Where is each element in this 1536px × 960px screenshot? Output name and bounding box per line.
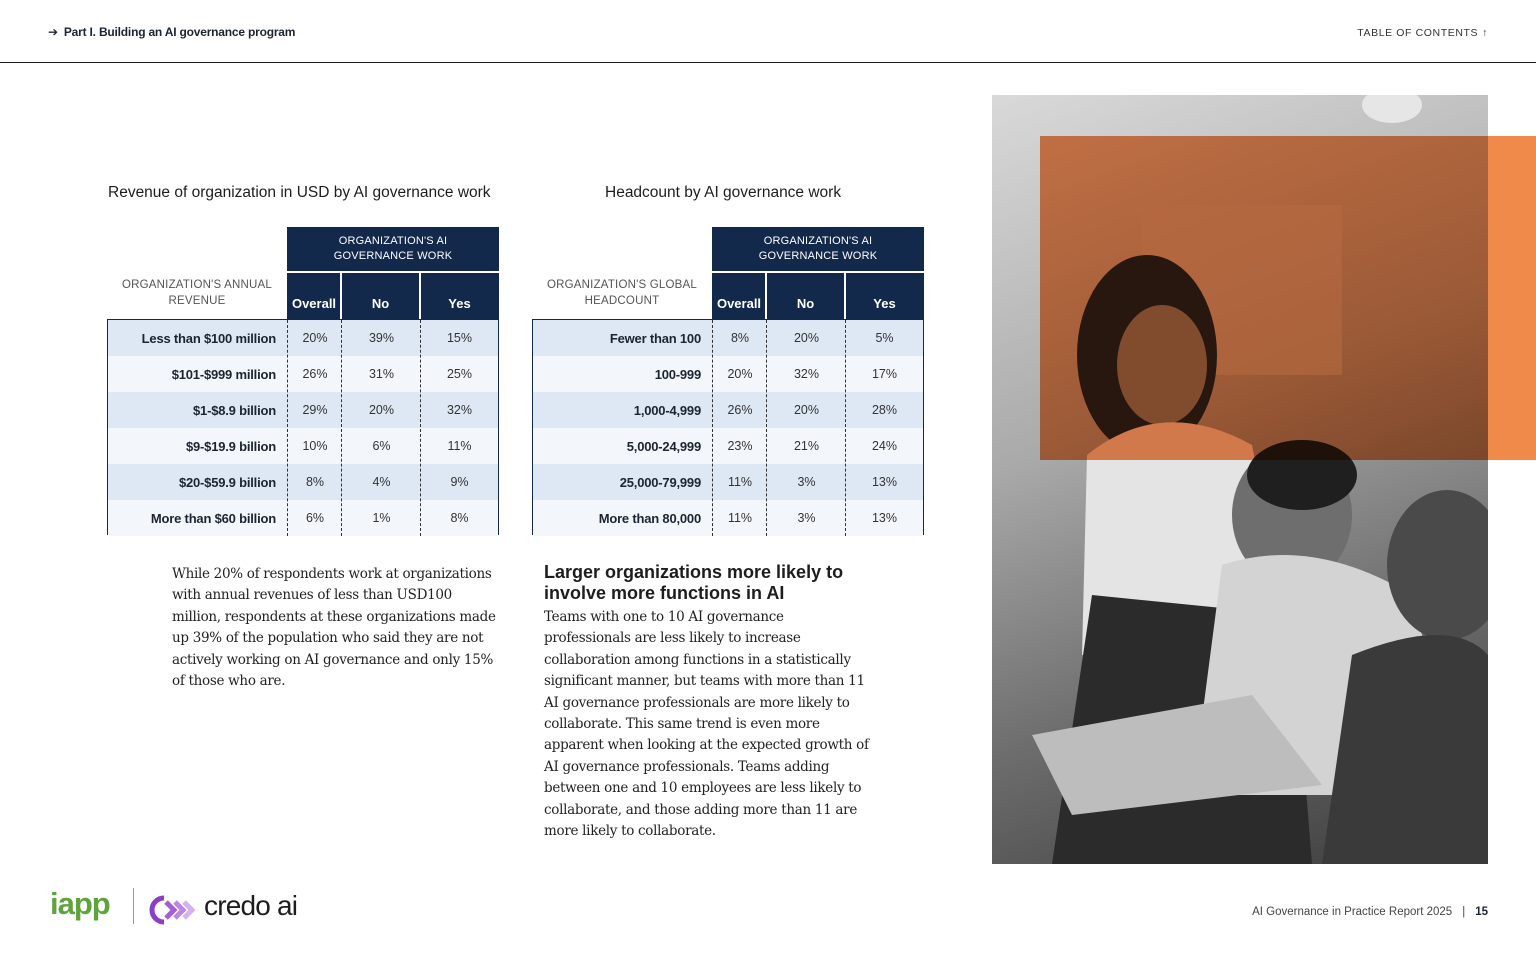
dashed-divider [766,320,767,536]
col-divider [419,273,421,319]
iapp-logo: iapp [50,886,110,921]
logo-divider [133,888,134,924]
headcount-col-overall: Overall [712,273,766,319]
row-label: 5,000-24,999 [626,439,701,454]
toc-label: TABLE OF CONTENTS [1357,27,1479,39]
cell-no: 20% [793,403,820,417]
breadcrumb-link[interactable] [48,25,295,39]
table-row [533,500,923,536]
cell-overall: 29% [302,403,328,417]
dashed-divider [845,320,846,536]
cell-overall: 11% [727,475,753,489]
dashed-divider [287,320,288,536]
cell-yes: 11% [447,439,472,453]
cell-overall: 26% [302,367,328,381]
cell-no: 20% [368,403,395,417]
headcount-group-header: ORGANIZATION'S AI GOVERNANCE WORK [712,227,924,273]
cell-overall: 23% [727,439,753,453]
cell-overall: 8% [730,331,750,345]
row-label: 25,000-79,999 [619,475,701,490]
section-heading: Larger organizations more likely to involve more functions in AI [544,562,844,603]
headcount-stub-header: ORGANIZATION'S GLOBAL HEADCOUNT [547,279,697,307]
table-row [108,464,498,500]
row-label: $20-$59.9 billion [178,475,276,490]
page-header [0,0,1536,63]
cell-no: 32% [793,367,820,381]
cell-no: 21% [793,439,820,453]
table-row [108,356,498,392]
revenue-col-yes: Yes [420,273,499,319]
cell-no: 3% [797,511,816,525]
col-divider [765,273,767,319]
breadcrumb-text: Part I. Building an AI governance program [63,25,296,39]
cell-overall: 8% [305,475,325,489]
revenue-stub-header: ORGANIZATION'S ANNUAL REVENUE [122,279,272,307]
report-title: AI Governance in Practice Report 2025 [1252,906,1453,918]
headcount-table-title: Headcount by AI governance work [605,184,842,201]
cell-overall: 6% [305,511,325,525]
table-row [533,356,923,392]
headcount-col-no: No [766,273,845,319]
row-label: $101-$999 million [171,367,276,382]
cell-no: 1% [372,511,391,525]
col-divider [844,273,846,319]
row-label: Less than $100 million [141,331,276,346]
dashed-divider [420,320,421,536]
revenue-col-overall: Overall [287,273,341,319]
cell-yes: 24% [871,439,898,453]
dashed-divider [341,320,342,536]
cell-overall: 20% [727,367,753,381]
cell-yes: 13% [871,511,898,525]
cell-overall: 26% [727,403,753,417]
cell-no: 39% [368,331,395,345]
cell-no: 3% [797,475,816,489]
section-body-paragraph: Teams with one to 10 AI governance professionals are less likely to increase collaboration among functions in a statistically significant manner, but teams with more than 11 AI governance professionals are more likely to collaborate. This same trend is even more apparent when looking at the expected growth of AI governance professionals. Teams adding between one and 10 employees are less likely to collaborate, and those adding more than 11 are more likely to collaborate. [544,609,869,840]
revenue-table-body [107,319,499,535]
cell-yes: 9% [450,475,469,489]
cell-overall: 11% [727,511,753,525]
table-row [533,320,923,356]
row-label: More than 80,000 [598,511,701,526]
footer-report-info [1252,906,1488,918]
table-row [108,320,498,356]
cell-no: 4% [372,475,391,489]
credo-ai-logo-mark [148,895,198,925]
table-row [108,500,498,536]
cell-yes: 25% [446,367,473,381]
cell-yes: 5% [875,331,894,345]
dashed-divider [712,320,713,536]
col-divider [340,273,342,319]
cell-no: 20% [793,331,820,345]
row-label: 1,000-4,999 [633,403,701,418]
revenue-table-title: Revenue of organization in USD by AI governance work [108,184,491,201]
orange-accent-overlay [1040,136,1536,460]
row-label: More than $60 billion [150,511,276,526]
cell-yes: 17% [871,367,898,381]
table-row [533,392,923,428]
row-label: Fewer than 100 [609,331,701,346]
revenue-col-no: No [341,273,420,319]
arrow-right-icon: ➔ [48,25,58,39]
footer-separator: | [1462,906,1466,918]
table-row [533,464,923,500]
page-number: 15 [1475,906,1488,918]
table-row [108,428,498,464]
headcount-col-yes: Yes [845,273,924,319]
revenue-summary-paragraph: While 20% of respondents work at organizations with annual revenues of less than USD100 million, respondents at these organizations made up 39% of the population who said they are not actively working on AI governance and only 15% of those who are. [172,566,496,690]
row-label: $1-$8.9 billion [193,403,276,418]
cell-no: 31% [368,367,395,381]
cell-overall: 20% [302,331,328,345]
row-label: 100-999 [654,367,701,382]
arrow-up-icon: ↑ [1482,27,1488,39]
cell-no: 6% [372,439,391,453]
row-label: $9-$19.9 billion [185,439,276,454]
cell-yes: 15% [446,331,473,345]
table-row [108,392,498,428]
headcount-table-body [532,319,924,535]
cell-yes: 32% [446,403,473,417]
orange-accent-edge [1488,136,1536,460]
cell-yes: 28% [871,403,898,417]
table-row [533,428,923,464]
cell-overall: 10% [302,439,328,453]
cell-yes: 13% [871,475,898,489]
cell-yes: 8% [450,511,469,525]
revenue-group-header: ORGANIZATION'S AI GOVERNANCE WORK [287,227,499,273]
credo-ai-logo-text: credo ai [204,890,298,921]
table-of-contents-link[interactable] [1357,27,1488,39]
